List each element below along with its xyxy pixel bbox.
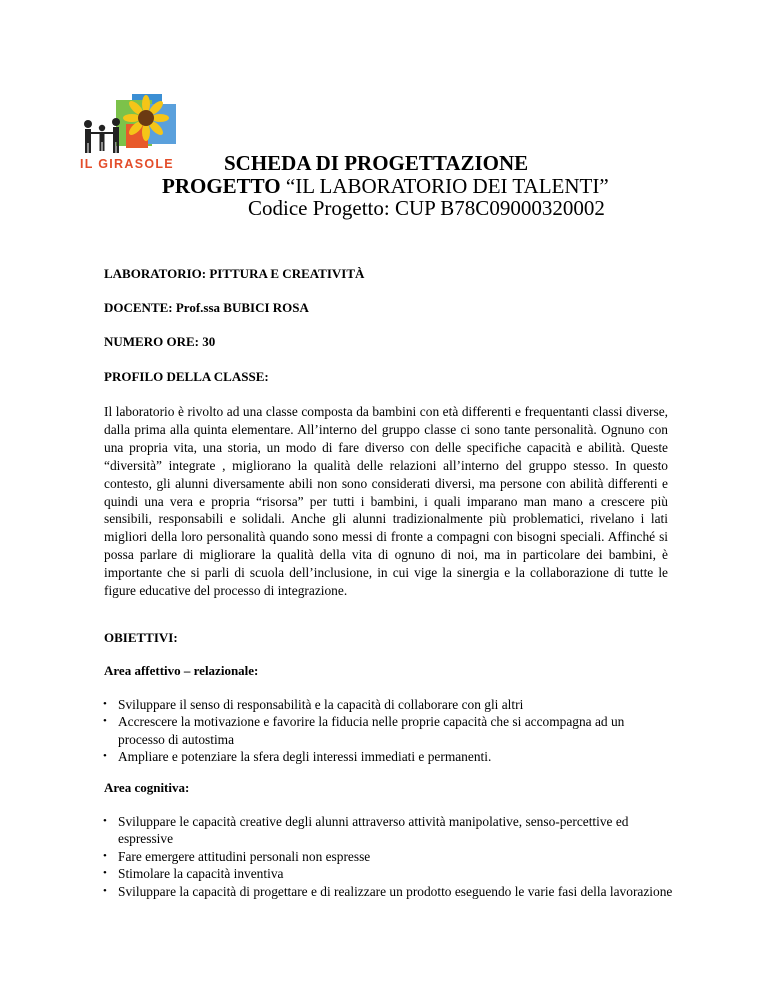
profilo-heading: PROFILO DELLA CLASSE: <box>104 369 269 384</box>
list-item: • Ampliare e potenziare la sfera degli interessi immediati e permanenti. <box>104 748 674 765</box>
sunflower-family-icon <box>76 94 182 158</box>
logo-text: IL GIRASOLE <box>80 157 174 171</box>
list-item: • Fare emergere attitudini personali non espresse <box>104 848 674 865</box>
laboratorio-line: LABORATORIO: PITTURA E CREATIVITÀ <box>104 266 365 281</box>
area-cognitiva-heading: Area cognitiva: <box>104 780 190 795</box>
project-name: “IL LABORATORIO DEI TALENTI” <box>285 174 609 198</box>
list-item: • Sviluppare le capacità creative degli alunni attraverso attività manipolative, senso-percettive ed espressive <box>104 813 674 848</box>
area-affettivo-heading: Area affettivo – relazionale: <box>104 663 259 678</box>
list-item: • Sviluppare la capacità di progettare e di realizzare un prodotto eseguendo le varie fasi della lavorazione <box>104 883 674 900</box>
project-label: PROGETTO <box>162 174 281 198</box>
list-item: • Stimolare la capacità inventiva <box>104 865 674 882</box>
obiettivi-heading: OBIETTIVI: <box>104 630 178 645</box>
docente-line: DOCENTE: Prof.ssa BUBICI ROSA <box>104 300 309 315</box>
list-item: • Accrescere la motivazione e favorire la fiducia nelle proprie capacità che si accompagna ad un processo di autostima <box>104 713 674 748</box>
area-cognitiva-list <box>104 813 674 900</box>
area-affettivo-list <box>104 696 674 766</box>
profilo-paragraph: Il laboratorio è rivolto ad una classe composta da bambini con età differenti e frequentanti classi diverse, dalla prima alla quinta elementare. All’interno del gruppo classe ci sono tante personalità. Ognuno con una propria vita, una storia, un modo di fare diverso con delle specifiche capacità e abilità. Queste “diversità” integrate , migliorano la qualità delle relazioni all’interno del gruppo stesso. In questo contesto, gli alunni diversamente abili non sono considerati diversi, ma persone con abilità differenti e quindi una vera e propria “risorsa” per tutti i bambini, i quali imparano man mano a crescere più sensibili, responsabili e solidali. Anche gli alunni tradizionalmente più problematici, rivelano i lati migliori della loro personalità quando sono messi di fronte a compagni con bisogni speciali. Affinché si possa parlare di migliorare la qualità della vita di ognuno di noi, ma in particolare dei bambini, è importante che si parli di scuola dell’inclusione, in cui vige la sinergia e la collaborazione di tutte le figure educative del processo di integrazione. <box>104 404 668 599</box>
list-item: • Sviluppare il senso di responsabilità e la capacità di collaborare con gli altri <box>104 696 674 713</box>
project-code: Codice Progetto: CUP B78C09000320002 <box>248 196 605 220</box>
numero-ore-line: NUMERO ORE: 30 <box>104 334 216 349</box>
document-title: SCHEDA DI PROGETTAZIONE <box>224 151 529 175</box>
